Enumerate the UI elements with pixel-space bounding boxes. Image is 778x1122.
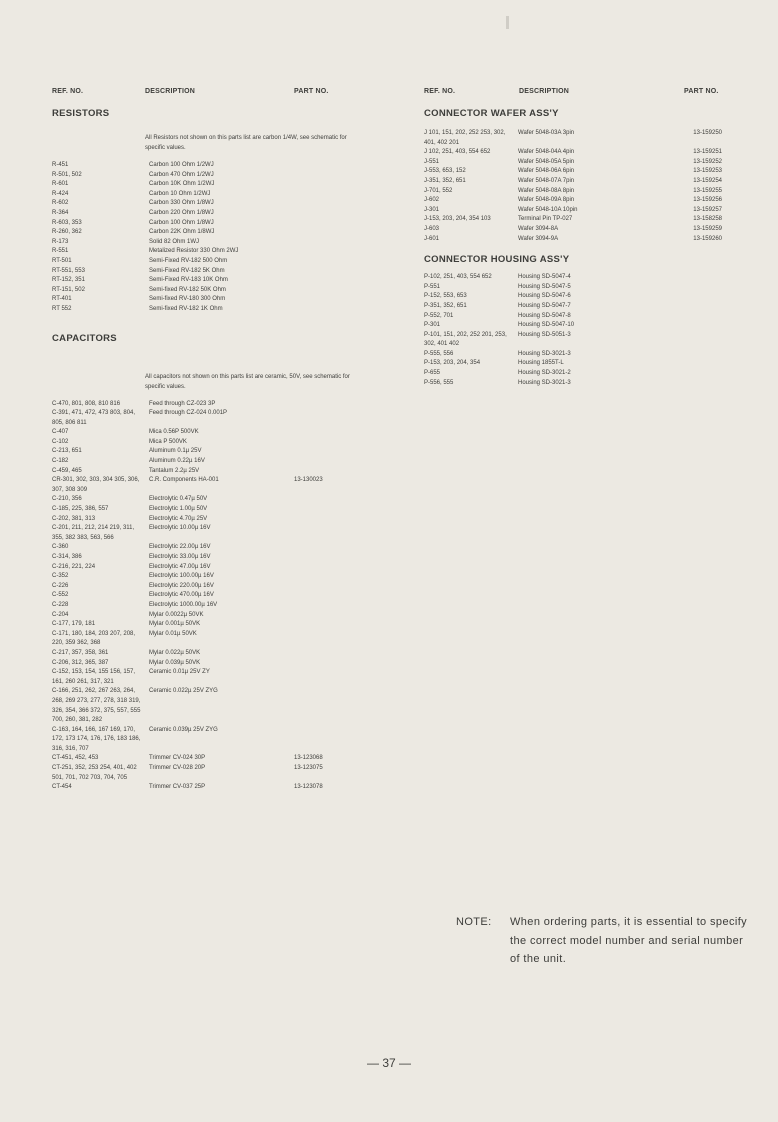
ref-no-cell: C-216, 221, 224 [52, 563, 96, 570]
description-cell: Wafer 5048-04A 4pin [518, 149, 575, 156]
connector-housing-row [424, 283, 722, 293]
description-cell: Mica P 500VK [149, 438, 187, 445]
ref-no-cell: C-171, 180, 184, 203 207, 208, 220, 359 362, 368 [52, 630, 136, 647]
description-cell: Carbon 100 Ohm 1/2WJ [149, 162, 214, 168]
description-cell: Metalized Resistor 330 Ohm 2WJ [149, 248, 239, 255]
description-cell: Mica 0.56P 500VK [149, 429, 199, 436]
connector-wafer-row [424, 158, 722, 168]
description-cell: Wafer 5048-10A 10pin [518, 206, 578, 213]
capacitor-row [52, 668, 354, 687]
part-no-cell [294, 572, 354, 582]
part-no-cell [294, 524, 354, 543]
ref-no-cell: P-551 [424, 283, 441, 290]
part-no-cell: 13-123078 [294, 784, 323, 791]
left-column [52, 88, 372, 793]
description-cell: Ceramic 0.039µ 25V ZYG [149, 726, 218, 733]
part-no-cell [652, 283, 722, 293]
ref-no-cell: J-153, 203, 204, 354 103 [424, 216, 491, 223]
ref-no-cell: RT 552 [52, 305, 72, 312]
description-cell: Electrolytic 4.70µ 25V [149, 515, 208, 522]
capacitor-row [52, 620, 354, 630]
connector-wafer-row [424, 167, 722, 177]
ref-no-cell: C-314, 386 [52, 554, 82, 560]
part-no-cell: 13-159260 [693, 235, 722, 242]
ref-no-cell: R-260, 362 [52, 229, 82, 236]
connector-housing-row [424, 273, 722, 283]
capacitor-row [52, 601, 354, 611]
ref-no-cell: P-655 [424, 370, 441, 377]
connector-housing-table [424, 273, 722, 388]
capacitor-row [52, 428, 354, 438]
part-no-cell [294, 228, 354, 238]
ref-no-cell: C-204 [52, 611, 69, 618]
ref-no-cell: RT-151, 502 [52, 286, 85, 293]
description-cell: Carbon 220 Ohm 1/8WJ [149, 209, 214, 216]
connector-wafer-row [424, 187, 722, 197]
resistor-row [52, 267, 354, 277]
ref-no-cell: P-556, 555 [424, 379, 454, 386]
part-no-cell [294, 659, 354, 669]
part-no-cell [294, 438, 354, 448]
capacitor-row [52, 726, 354, 755]
connector-wafer-row [424, 215, 722, 225]
description-cell: Semi-fixed RV-182 1K Ohm [149, 305, 223, 312]
connector-housing-heading: CONNECTOR HOUSING ASS'Y [424, 254, 570, 266]
capacitors-table [52, 400, 354, 793]
capacitor-row [52, 572, 354, 582]
ref-no-cell: R-364 [52, 209, 69, 216]
description-header: DESCRIPTION [145, 88, 196, 95]
description-cell: Carbon 470 Ohm 1/2WJ [149, 171, 214, 178]
part-no-cell [294, 447, 354, 457]
connector-wafer-row [424, 177, 722, 187]
part-no-cell [294, 553, 354, 563]
part-no-cell: 13-159255 [693, 187, 722, 194]
part-no-cell [652, 359, 722, 369]
ref-no-cell: P-101, 151, 202, 252 201, 253, 302, 401 402 [424, 331, 507, 348]
part-no-cell: 13-123075 [294, 765, 323, 772]
description-cell: Housing SD-5047-4 [518, 274, 571, 281]
description-cell: Semi-fixed RV-182 50K Ohm [149, 286, 226, 293]
part-no-cell [294, 257, 354, 267]
ref-no-cell: C-552 [52, 592, 69, 599]
part-no-cell [294, 649, 354, 659]
connector-housing-row [424, 321, 722, 331]
part-no-cell [294, 409, 354, 428]
ref-no-cell: P-555, 556 [424, 350, 454, 357]
description-cell: C.R. Components HA-001 [149, 477, 219, 484]
part-no-cell [652, 369, 722, 379]
connector-housing-row [424, 359, 722, 369]
part-no-cell [652, 273, 722, 283]
capacitor-row [52, 563, 354, 573]
connector-housing-row [424, 312, 722, 322]
part-no-cell [294, 582, 354, 592]
connector-wafer-row [424, 206, 722, 216]
ref-no-cell: P-351, 352, 651 [424, 302, 467, 309]
part-no-cell [652, 292, 722, 302]
part-no-cell: 13-159251 [693, 149, 722, 156]
description-header: DESCRIPTION [519, 88, 570, 95]
part-no-cell [294, 457, 354, 467]
part-no-cell [294, 543, 354, 553]
ref-no-cell: J-602 [424, 197, 440, 204]
description-cell: Wafer 5048-05A 5pin [518, 158, 575, 165]
description-cell: Mylar 0.01µ 50VK [149, 630, 197, 637]
resistors-note: All Resistors not shown on this parts list are carbon 1/4W, see schematic for specific values. [145, 135, 347, 151]
ref-no-cell: P-153, 203, 204, 354 [424, 360, 481, 367]
description-cell: Ceramic 0.022µ 25V ZYG [149, 688, 218, 695]
page-number: — 37 — [366, 1056, 411, 1070]
ref-no-cell: R-551 [52, 248, 69, 255]
description-cell: Wafer 5048-06A 6pin [518, 168, 575, 175]
part-no-cell [652, 379, 722, 389]
part-no-cell: 13-159256 [693, 197, 722, 204]
part-no-cell [294, 668, 354, 687]
ref-no-cell: C-152, 153, 154, 155 156, 157, 161, 260 261, 317, 321 [52, 669, 136, 685]
description-cell: Housing SD-3021-2 [518, 370, 571, 377]
ref-no-cell: J-553, 653, 152 [424, 168, 466, 175]
ref-no-cell: C-391, 471, 472, 473 803, 804, 805, 806 811 [52, 410, 136, 426]
description-cell: Housing SD-5047-6 [518, 293, 571, 300]
capacitor-row [52, 764, 354, 783]
part-no-cell [294, 219, 354, 229]
description-cell: Feed through CZ-023 3P [149, 400, 216, 407]
ref-no-cell: C-228 [52, 601, 69, 608]
description-cell: Housing 1855T-L [518, 360, 564, 367]
capacitor-row [52, 553, 354, 563]
part-no-cell [294, 286, 354, 296]
part-no-cell [294, 563, 354, 573]
part-no-cell: 13-159250 [693, 130, 722, 136]
resistor-row [52, 238, 354, 248]
capacitor-row [52, 495, 354, 505]
ref-no-cell: P-301 [424, 322, 441, 329]
description-cell: Semi-Fixed RV-182 500 Ohm [149, 257, 228, 264]
ref-no-cell: C-352 [52, 573, 69, 580]
connector-housing-row [424, 369, 722, 379]
description-cell: Trimmer CV-028 20P [149, 765, 206, 772]
ref-no-cell: C-177, 179, 181 [52, 621, 96, 628]
connector-wafer-row [424, 196, 722, 206]
capacitor-row [52, 611, 354, 621]
ref-no-cell: J-603 [424, 225, 440, 232]
capacitor-row [52, 543, 354, 553]
part-no-cell [294, 276, 354, 286]
ref-no-cell: J-701, 552 [424, 187, 453, 194]
part-no-cell [652, 302, 722, 312]
capacitor-row [52, 476, 354, 495]
capacitor-row [52, 524, 354, 543]
right-column-header [424, 88, 744, 102]
part-no-cell: 13-159254 [693, 177, 722, 184]
part-no-cell [294, 428, 354, 438]
part-no-cell [294, 180, 354, 190]
ordering-note [456, 913, 756, 969]
resistor-row [52, 199, 354, 209]
description-cell: Wafer 5048-03A 3pin [518, 130, 575, 136]
description-cell: Feed through CZ-024 0.001P [149, 410, 228, 417]
part-no-cell: 13-159257 [693, 206, 722, 213]
description-cell: Trimmer CV-024 30P [149, 755, 206, 762]
resistor-row [52, 276, 354, 286]
description-cell: Carbon 22K Ohm 1/8WJ [149, 229, 215, 236]
resistor-row [52, 228, 354, 238]
ref-no-cell: C-217, 357, 358, 361 [52, 649, 109, 656]
ref-no-cell: P-152, 553, 653 [424, 293, 467, 300]
note-label: NOTE: [456, 916, 492, 928]
part-no-cell: 13-159259 [693, 225, 722, 232]
capacitors-note: All capacitors not shown on this parts list are ceramic, 50V, see schematic for specific values. [145, 373, 350, 390]
resistors-table [52, 161, 354, 315]
part-no-cell [294, 726, 354, 755]
ref-no-cell: C-185, 225, 386, 557 [52, 506, 109, 513]
capacitor-row [52, 687, 354, 725]
resistor-row [52, 190, 354, 200]
connector-housing-row [424, 292, 722, 302]
part-no-cell: 13-159252 [693, 158, 722, 165]
description-cell: Housing SD-5051-3 [518, 331, 571, 338]
connector-housing-row [424, 379, 722, 389]
description-cell: Electrolytic 470.00µ 16V [149, 592, 214, 599]
ref-no-cell: J-551 [424, 158, 440, 165]
part-no-cell [294, 505, 354, 515]
capacitor-row [52, 505, 354, 515]
connector-housing-row [424, 331, 722, 350]
part-no-cell [652, 312, 722, 322]
part-no-cell [294, 295, 354, 305]
resistors-heading: RESISTORS [52, 108, 110, 119]
resistor-row [52, 295, 354, 305]
description-cell: Electrolytic 10.00µ 16V [149, 525, 211, 532]
ref-no-cell: C-163, 164, 166, 167 169, 170, 172, 173 174, 176, 176, 183 186, 316, 316, 707 [52, 726, 141, 752]
ref-no-header: REF. NO. [52, 88, 84, 95]
capacitor-row [52, 515, 354, 525]
description-cell: Mylar 0.039µ 50VK [149, 659, 201, 666]
capacitor-row [52, 659, 354, 669]
ref-no-cell: C-206, 312, 365, 387 [52, 659, 109, 666]
description-cell: Wafer 3094-8A [518, 225, 559, 232]
description-cell: Mylar 0.0022µ 50VK [149, 611, 204, 618]
description-cell: Wafer 5048-09A 8pin [518, 197, 575, 204]
note-text: When ordering parts, it is essential to specify the correct model number and serial number of the unit. [510, 916, 748, 965]
ref-no-cell: C-210, 356 [52, 496, 82, 503]
part-no-cell [294, 630, 354, 649]
part-no-cell [294, 305, 354, 315]
part-no-cell [294, 161, 354, 171]
description-cell: Housing SD-3021-3 [518, 350, 571, 357]
part-no-cell [294, 199, 354, 209]
ref-no-cell: J-351, 352, 651 [424, 177, 466, 184]
description-cell: Housing SD-3021-3 [518, 379, 571, 386]
description-cell: Carbon 10K Ohm 1/2WJ [149, 181, 215, 188]
capacitor-row [52, 591, 354, 601]
part-no-cell [652, 321, 722, 331]
description-cell: Wafer 5048-07A 7pin [518, 177, 575, 184]
ref-no-cell: R-602 [52, 200, 69, 207]
part-no-cell [294, 171, 354, 181]
part-no-cell [294, 267, 354, 277]
capacitor-row [52, 582, 354, 592]
ref-no-cell: C-213, 651 [52, 448, 82, 455]
capacitor-row [52, 409, 354, 428]
resistor-row [52, 219, 354, 229]
part-no-cell [294, 515, 354, 525]
resistor-row [52, 180, 354, 190]
ref-no-header: REF. NO. [424, 88, 456, 95]
description-cell: Carbon 10 Ohm 1/2WJ [149, 190, 211, 197]
ref-no-cell: R-424 [52, 190, 69, 197]
connector-wafer-row [424, 225, 722, 235]
ref-no-cell: CT-251, 352, 253 254, 401, 402 501, 701, 702 703, 704, 705 [52, 765, 137, 781]
part-no-cell [294, 238, 354, 248]
description-cell: Semi-fixed RV-180 300 Ohm [149, 296, 226, 303]
description-cell: Housing SD-5047-10 [518, 322, 575, 329]
part-no-cell: 13-130023 [294, 477, 323, 484]
ref-no-cell: RT-501 [52, 257, 72, 264]
resistor-row [52, 161, 354, 171]
capacitor-row [52, 630, 354, 649]
connector-wafer-row [424, 129, 722, 148]
part-no-cell: 13-123068 [294, 755, 323, 762]
resistor-row [52, 247, 354, 257]
capacitor-row [52, 783, 354, 793]
description-cell: Carbon 330 Ohm 1/8WJ [149, 200, 214, 207]
part-no-cell [294, 611, 354, 621]
resistor-row [52, 257, 354, 267]
description-cell: Ceramic 0.01µ 25V ZY [149, 669, 210, 676]
ref-no-cell: J-301 [424, 206, 440, 213]
description-cell: Tantalum 2.2µ 25V [149, 467, 200, 474]
ref-no-cell: RT-551, 553 [52, 267, 85, 274]
ref-no-cell: C-166, 251, 262, 267 263, 264, 268, 269 273, 277, 278, 318 319, 326, 354, 366 372, 375, 557, 555 700, 260, 381, 282 [52, 688, 141, 724]
part-no-cell [652, 350, 722, 360]
ref-no-cell: C-459, 465 [52, 467, 82, 474]
ref-no-cell: C-470, 801, 808, 810 816 [52, 400, 121, 407]
ref-no-cell: C-360 [52, 544, 69, 551]
part-no-cell [294, 620, 354, 630]
description-cell: Semi-Fixed RV-182 5K Ohm [149, 267, 225, 274]
ref-no-cell: CT-454 [52, 784, 72, 791]
part-no-header: PART NO. [294, 88, 329, 95]
description-cell: Electrolytic 47.00µ 16V [149, 563, 211, 570]
description-cell: Carbon 100 Ohm 1/8WJ [149, 219, 214, 226]
resistor-row [52, 209, 354, 219]
connector-wafer-row [424, 235, 722, 245]
connector-wafer-table [424, 129, 722, 244]
connector-housing-row [424, 302, 722, 312]
description-cell: Electrolytic 100.00µ 16V [149, 573, 214, 580]
description-cell: Electrolytic 22.00µ 16V [149, 544, 211, 551]
ref-no-cell: C-102 [52, 438, 69, 445]
ref-no-cell: P-102, 251, 403, 554 652 [424, 274, 492, 281]
capacitor-row [52, 649, 354, 659]
description-cell: Trimmer CV-037 25P [149, 784, 206, 791]
ref-no-cell: CT-451, 452, 453 [52, 755, 99, 762]
description-cell: Housing SD-5047-7 [518, 302, 571, 309]
part-no-cell [294, 400, 354, 410]
ref-no-cell: RT-152, 351 [52, 277, 85, 284]
part-no-cell [294, 601, 354, 611]
left-column-header [52, 88, 372, 102]
part-no-cell [294, 591, 354, 601]
description-cell: Electrolytic 33.00µ 16V [149, 554, 211, 560]
description-cell: Solid 82 Ohm 1WJ [149, 238, 200, 245]
description-cell: Semi-Fixed RV-183 10K Ohm [149, 277, 228, 284]
capacitor-row [52, 447, 354, 457]
ref-no-cell: C-407 [52, 429, 69, 436]
capacitors-heading: CAPACITORS [52, 332, 117, 344]
part-no-cell [294, 190, 354, 200]
resistor-row [52, 286, 354, 296]
part-no-cell: 13-159253 [693, 168, 722, 175]
part-no-cell [652, 331, 722, 350]
description-cell: Electrolytic 1000.00µ 16V [149, 601, 218, 608]
resistor-row [52, 305, 354, 315]
part-no-cell [294, 495, 354, 505]
description-cell: Mylar 0.001µ 50VK [149, 621, 201, 628]
resistor-row [52, 171, 354, 181]
capacitor-row [52, 457, 354, 467]
description-cell: Housing SD-5047-8 [518, 312, 571, 319]
ref-no-cell: R-501, 502 [52, 171, 82, 178]
ref-no-cell: CR-301, 302, 303, 304 305, 306, 307, 308 309 [52, 477, 140, 493]
capacitor-row [52, 400, 354, 410]
ref-no-cell: C-182 [52, 458, 69, 465]
ref-no-cell: R-601 [52, 181, 69, 188]
capacitor-row [52, 754, 354, 764]
description-cell: Wafer 3094-9A [518, 235, 559, 242]
ref-no-cell: C-201, 211, 212, 214 219, 311, 355, 382 383, 563, 566 [52, 525, 135, 541]
description-cell: Aluminum 0.1µ 25V [149, 448, 202, 455]
ref-no-cell: J 101, 151, 202, 252 253, 302, 401, 402 201 [424, 130, 506, 146]
ref-no-cell: J-601 [424, 235, 440, 242]
scan-mark [506, 16, 509, 29]
part-no-cell [294, 687, 354, 725]
right-column [424, 88, 744, 388]
description-cell: Electrolytic 1.00µ 50V [149, 506, 208, 513]
description-cell: Electrolytic 220.00µ 16V [149, 582, 214, 589]
ref-no-cell: R-451 [52, 162, 69, 168]
connector-wafer-heading: CONNECTOR WAFER ASS'Y [424, 108, 559, 119]
ref-no-cell: J 102, 251, 403, 554 652 [424, 149, 491, 156]
part-no-cell [294, 467, 354, 477]
capacitor-row [52, 438, 354, 448]
ref-no-cell: RT-401 [52, 296, 72, 303]
capacitor-row [52, 467, 354, 477]
part-no-cell [294, 247, 354, 257]
description-cell: Electrolytic 0.47µ 50V [149, 496, 208, 503]
description-cell: Aluminum 0.22µ 16V [149, 458, 205, 465]
part-no-cell: 13-158258 [693, 216, 722, 223]
description-cell: Terminal Pin TP-027 [518, 216, 573, 223]
ref-no-cell: C-226 [52, 582, 69, 589]
ref-no-cell: C-202, 381, 313 [52, 515, 96, 522]
ref-no-cell: P-552, 701 [424, 312, 454, 319]
connector-housing-row [424, 350, 722, 360]
ref-no-cell: R-603, 353 [52, 219, 82, 226]
ref-no-cell: R-173 [52, 238, 69, 245]
connector-wafer-row [424, 148, 722, 158]
description-cell: Wafer 5048-08A 8pin [518, 187, 575, 194]
part-no-header: PART NO. [684, 88, 719, 95]
description-cell: Housing SD-5047-5 [518, 283, 571, 290]
part-no-cell [294, 209, 354, 219]
description-cell: Mylar 0.022µ 50VK [149, 649, 201, 656]
